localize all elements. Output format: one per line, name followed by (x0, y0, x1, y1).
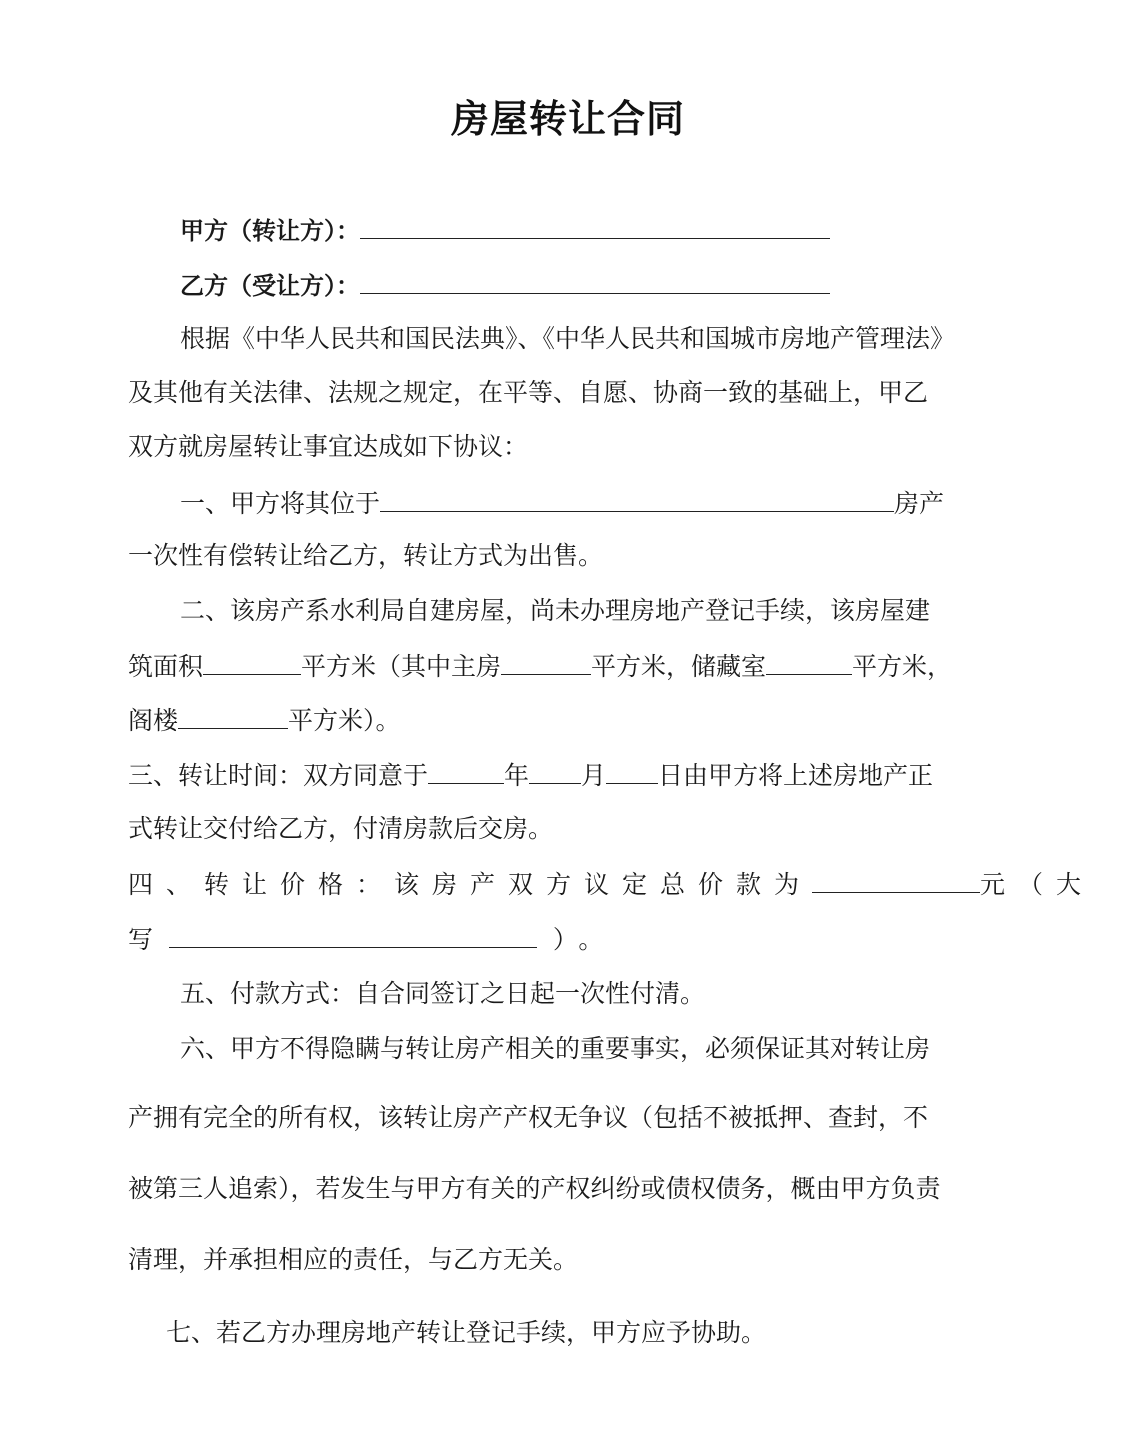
preamble-line-3: 双方就房屋转让事宜达成如下协议： (128, 432, 529, 461)
clause-6-line-1: 六、甲方不得隐瞒与转让房产相关的重要事实，必须保证其对转让房 (180, 1034, 931, 1063)
clause-4-line-2 (128, 921, 952, 957)
clause-2-part-e: 阁楼 (128, 706, 179, 735)
clause-2-part-f: 平方米）。 (288, 706, 401, 735)
clause-1-suffix: 房产 (894, 489, 945, 518)
party-a-blank[interactable] (360, 212, 830, 239)
clause-7: 七、若乙方办理房地产转让登记手续，甲方应予协助。 (166, 1318, 767, 1347)
main-room-area-blank[interactable] (501, 648, 591, 675)
attic-area-blank[interactable] (178, 702, 288, 729)
clause-1-prefix: 一、甲方将其位于 (180, 489, 381, 518)
storage-area-blank[interactable] (766, 648, 852, 675)
clause-6-line-3: 被第三人追索），若发生与甲方有关的产权纠纷或债权债务，概由甲方负责 (128, 1174, 941, 1203)
property-location-blank[interactable] (380, 485, 894, 512)
party-a-row (180, 212, 830, 248)
clause-2-part-a: 筑面积 (128, 652, 204, 681)
clause-2-line-3 (128, 702, 952, 738)
clause-4-part-c: 写 (128, 925, 154, 954)
clause-2-part-b: 平方米（其中主房 (301, 652, 502, 681)
clause-2-line-1: 二、该房产系水利局自建房屋，尚未办理房地产登记手续，该房屋建 (180, 596, 931, 625)
clause-3-part-c: 月 (581, 761, 607, 790)
party-b-row (180, 267, 830, 303)
clause-2-part-c: 平方米，储藏室 (591, 652, 767, 681)
transfer-month-blank[interactable] (529, 757, 581, 784)
clause-1-line-1 (180, 485, 1004, 521)
price-blank[interactable] (812, 866, 980, 893)
price-in-words-blank[interactable] (169, 921, 537, 948)
party-a-label: 甲方（转让方）： (180, 217, 360, 245)
clause-3-part-b: 年 (504, 761, 530, 790)
total-area-blank[interactable] (203, 648, 301, 675)
clause-3-part-d: 日由甲方将上述房地产正 (658, 761, 934, 790)
preamble-line-1: 根据《中华人民共和国民法典》、《中华人民共和国城市房地产管理法》 (180, 324, 956, 353)
party-b-label: 乙方（受让方）： (180, 272, 360, 300)
clause-3-part-a: 三、转让时间：双方同意于 (128, 761, 429, 790)
transfer-day-blank[interactable] (606, 757, 658, 784)
preamble-line-2: 及其他有关法律、法规之规定，在平等、自愿、协商一致的基础上，甲乙 (128, 378, 929, 407)
page-title: 房屋转让合同 (450, 97, 685, 141)
clause-4-part-d: ）。 (552, 925, 617, 954)
clause-2-part-d: 平方米， (852, 652, 953, 681)
clause-1-line-2: 一次性有偿转让给乙方，转让方式为出售。 (128, 541, 604, 570)
clause-3-line-1 (128, 757, 952, 793)
clause-6-line-2: 产拥有完全的所有权，该转让房产产权无争议（包括不被抵押、查封，不 (128, 1103, 929, 1132)
clause-6-line-4: 清理，并承担相应的责任，与乙方无关。 (128, 1245, 579, 1274)
clause-3-line-2: 式转让交付给乙方，付清房款后交房。 (128, 814, 554, 843)
clause-2-line-2 (128, 648, 952, 684)
clause-5: 五、付款方式：自合同签订之日起一次性付清。 (180, 979, 706, 1008)
clause-4-part-a: 四、转让价格：该房产双方议定总价款为 (128, 870, 813, 899)
clause-4-part-b: 元（大 (980, 870, 1095, 899)
party-b-blank[interactable] (360, 267, 830, 294)
clause-4-line-1 (128, 866, 1095, 902)
transfer-year-blank[interactable] (428, 757, 504, 784)
